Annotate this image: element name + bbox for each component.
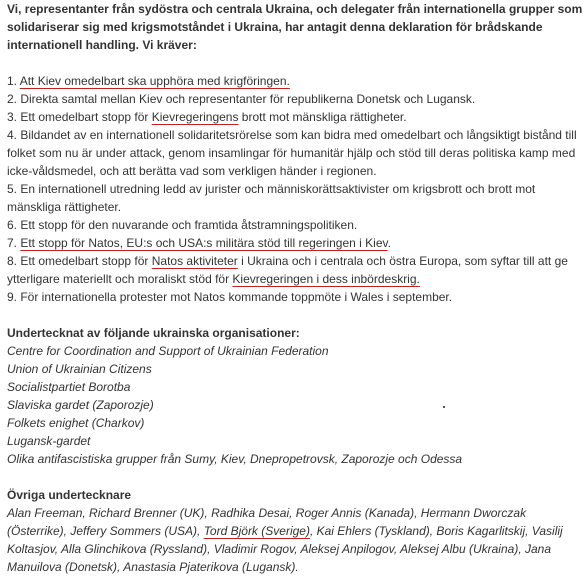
demand-item-1 — [7, 72, 588, 90]
demand-item-3 — [7, 108, 588, 126]
demand-text: brott mot mänskliga rättigheter. — [238, 110, 407, 124]
declaration-document — [7, 0, 588, 576]
organization-item: Slaviska gardet (Zaporozje) — [7, 398, 154, 412]
demand-item-8 — [7, 252, 588, 288]
demand-number: 7. — [7, 236, 21, 250]
organization-item: Olika antifascistiska grupper från Sumy, Kiev, Dnepropetrovsk, Zaporozje och Odessa — [7, 452, 463, 466]
organizations-heading: Undertecknat av följande ukrainska organisationer: — [7, 326, 300, 340]
signatories-text: , Kai Ehlers (Tyskland), Boris Kagarlitskij, Vasilij Koltasjov, Alla Glinchikova (Ryssland), Vladimir Rogov, Aleksej Anpilogov, Aleksej Albu (Ukraina), Jana Manuilova (Donetsk), Anastasia Pjaterikova (Lugansk). — [7, 524, 563, 574]
intro-paragraph: Vi, representanter från sydöstra och centrala Ukraina, och delegater från internationella grupper som solidariserar sig med krigsmotståndet i Ukraina, har antagit denna deklaration för brådskande internationell handling. Vi kräver: — [7, 2, 583, 52]
demand-text: . — [387, 236, 391, 250]
demand-item-9: 9. För internationella protester mot Natos kommande toppmöte i Wales i september. — [7, 290, 453, 304]
demand-item-2: 2. Direkta samtal mellan Kiev och representanter för republikerna Donetsk och Lugansk. — [7, 92, 476, 106]
demand-text: i Ukraina och i centrala och östra Europa, som syftar till att ge ytterligare materiellt och moraliskt stöd för — [7, 254, 568, 286]
demand-item-4: 4. Bildandet av en internationell solidaritetsrörelse som kan bidra med omedelbart och långsiktigt bistånd till folket som nu är under attack, genom insamlingar för humanitär hjälp och stöd till deras politiska kamp med icke-våldsmedel, och att berätta vad som verkligen händer i regionen. — [7, 128, 577, 178]
organization-item: Folkets enighet (Charkov) — [7, 416, 145, 430]
underlined-text: Kievregeringens — [151, 110, 239, 124]
signatories-text: Alan Freeman, Richard Brenner (UK), Radhika Desai, Roger Annis (Kanada), Hermann Dworczak (Österrike), Jeffery Sommers (USA), — [7, 506, 527, 538]
demand-number: 1. — [7, 74, 20, 88]
spacer — [7, 306, 588, 324]
underlined-text: Att Kiev omedelbart ska upphöra med krigföringen. — [19, 74, 290, 88]
demand-text: 8. Ett omedelbart stopp för — [7, 254, 152, 268]
organization-item: Union of Ukrainian Citizens — [7, 362, 152, 376]
underlined-text: Natos aktiviteter — [151, 254, 238, 268]
underlined-text: Tord Björk (Sverige) — [203, 524, 310, 538]
organization-item: Lugansk-gardet — [7, 434, 91, 448]
underlined-text: Ett stopp för Natos, EU:s och USA:s militära stöd till regeringen i Kiev — [20, 236, 388, 250]
organization-item: Socialistpartiet Borotba — [7, 380, 131, 394]
underlined-text: Kievregeringen i dess inbördeskrig. — [232, 272, 420, 286]
spacer — [7, 468, 588, 486]
stray-dot — [443, 406, 445, 408]
spacer — [7, 54, 588, 72]
demand-text: 3. Ett omedelbart stopp för — [7, 110, 152, 124]
demand-item-5: 5. En internationell utredning ledd av jurister och människorättsaktivister om krigsbrott och brott mot mänskliga rättigheter. — [7, 182, 536, 214]
other-signatories-list — [7, 504, 588, 576]
demand-item-7 — [7, 234, 588, 252]
other-signatories-heading: Övriga undertecknare — [7, 488, 132, 502]
organization-item: Centre for Coordination and Support of Ukrainian Federation — [7, 344, 329, 358]
demands-list — [7, 72, 588, 306]
demand-item-6: 6. Ett stopp för den nuvarande och framtida åtstramningspolitiken. — [7, 218, 358, 232]
